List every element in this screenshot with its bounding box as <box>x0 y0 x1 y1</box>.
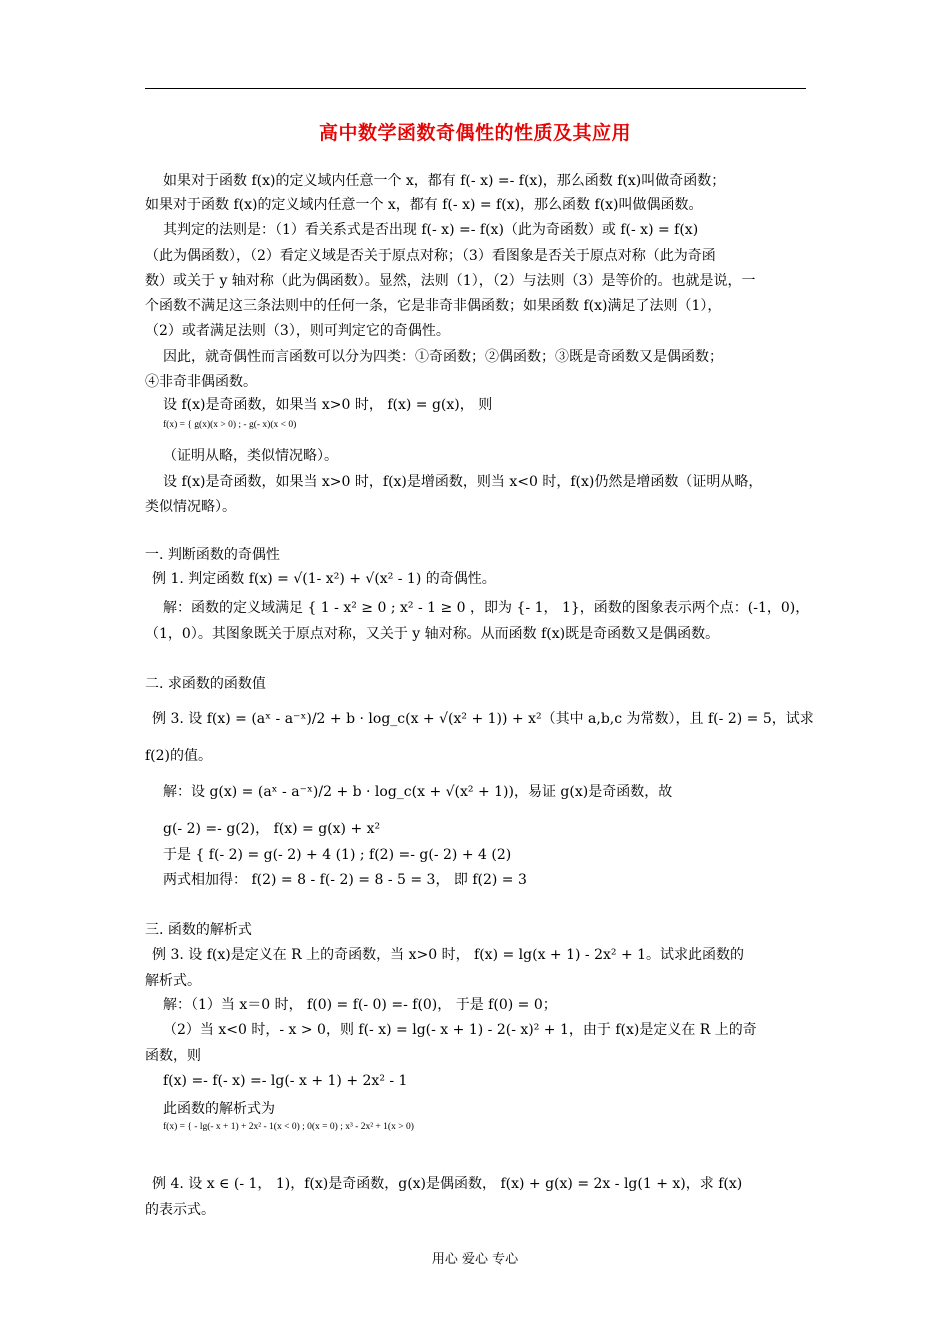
text-line: 此函数的解析式为 <box>163 1101 275 1117</box>
text-line: （1，0）。其图象既关于原点对称，又关于 y 轴对称。从而函数 f(x)既是奇函数又是偶函数。 <box>145 626 720 642</box>
text-line: 解析式。 <box>145 973 201 989</box>
header-rule <box>145 88 806 89</box>
text-line: 例 4. 设 x ∈ (- 1， 1)，f(x)是奇函数，g(x)是偶函数， f(x) + g(x) = 2x - lg(1 + x)，求 f(x) <box>152 1176 743 1192</box>
text-line: 类似情况略）。 <box>145 499 236 515</box>
section-heading: 三. 函数的解析式 <box>145 922 252 938</box>
text-line: 如果对于函数 f(x)的定义域内任意一个 x，都有 f(- x) = f(x)，那么函数 f(x)叫做偶函数。 <box>145 197 703 213</box>
text-line: 的表示式。 <box>145 1202 215 1218</box>
text-line: 数）或关于 y 轴对称（此为偶函数）。显然，法则（1），（2）与法则（3）是等价的。也就是说，一 <box>145 273 756 289</box>
text-line: 例 3. 设 f(x) = (aˣ - a⁻ˣ)/2 + b · log_c(x + √(x² + 1)) + x²（其中 a,b,c 为常数），且 f(- 2) = 5，试求 <box>152 711 814 727</box>
text-line: 两式相加得： f(2) = 8 - f(- 2) = 8 - 5 = 3， 即 f(2) = 3 <box>163 872 527 888</box>
text-line: （证明从略，类似情况略）。 <box>163 448 338 464</box>
text-line: 其判定的法则是：（1）看关系式是否出现 f(- x) =- f(x)（此为奇函数）或 f(- x) = f(x) <box>163 222 699 238</box>
text-line: 解：函数的定义域满足 { 1 - x² ≥ 0 ; x² - 1 ≥ 0 ，即为 {- 1， 1}，函数的图象表示两个点：(-1，0)， <box>163 600 810 616</box>
text-line: 解：设 g(x) = (aˣ - a⁻ˣ)/2 + b · log_c(x + √(x² + 1))，易证 g(x)是奇函数，故 <box>163 784 673 800</box>
text-line: （2）当 x<0 时，- x > 0，则 f(- x) = lg(- x + 1) - 2(- x)² + 1，由于 f(x)是定义在 R 上的奇 <box>163 1022 757 1038</box>
text-line: 解：（1）当 x＝0 时， f(0) = f(- 0) =- f(0)， 于是 f(0) = 0； <box>163 997 557 1013</box>
doc-title: 高中数学函数奇偶性的性质及其应用 <box>318 122 631 144</box>
text-line: （此为偶函数），（2）看定义域是否关于原点对称；（3）看图象是否关于原点对称（此为奇函 <box>145 248 716 264</box>
formula-line: f(x) =- f(- x) =- lg(- x + 1) + 2x² - 1 <box>163 1073 408 1089</box>
text-line: 因此，就奇偶性而言函数可以分为四类：①奇函数；②偶函数；③既是奇函数又是偶函数； <box>163 349 723 365</box>
text-line: 如果对于函数 f(x)的定义域内任意一个 x，都有 f(- x) =- f(x)，那么函数 f(x)叫做奇函数； <box>163 173 726 189</box>
text-line: 设 f(x)是奇函数，如果当 x>0 时，f(x)是增函数，则当 x<0 时，f(x)仍然是增函数（证明从略， <box>163 474 763 490</box>
text-line: （2）或者满足法则（3），则可判定它的奇偶性。 <box>145 323 450 339</box>
text-line: f(2)的值。 <box>145 748 213 764</box>
text-line: 例 1. 判定函数 f(x) = √(1- x²) + √(x² - 1) 的奇偶性。 <box>152 571 496 587</box>
section-heading: 一. 判断函数的奇偶性 <box>145 547 280 563</box>
text-line: 例 3. 设 f(x)是定义在 R 上的奇函数，当 x>0 时， f(x) = lg(x + 1) - 2x² + 1。试求此函数的 <box>152 947 745 963</box>
formula-line: f(x) = { - lg(- x + 1) + 2x² - 1(x < 0) ; 0(x = 0) ; x³ - 2x² + 1(x > 0) <box>163 1122 414 1132</box>
formula-line: 于是 { f(- 2) = g(- 2) + 4 (1) ; f(2) =- g(- 2) + 4 (2) <box>163 847 512 863</box>
formula-line: f(x) = { g(x)(x > 0) ; - g(- x)(x < 0) <box>163 420 297 430</box>
text-line: 设 f(x)是奇函数，如果当 x>0 时， f(x) = g(x)， 则 <box>163 397 493 413</box>
text-line: 函数，则 <box>145 1048 201 1064</box>
formula-line: g(- 2) =- g(2)， f(x) = g(x) + x² <box>163 821 381 837</box>
text-line: 个函数不满足这三条法则中的任何一条，它是非奇非偶函数；如果函数 f(x)满足了法则（1）， <box>145 298 722 314</box>
page-footer: 用心 爱心 专心 <box>431 1252 519 1267</box>
section-heading: 二. 求函数的函数值 <box>145 676 266 692</box>
text-line: ④非奇非偶函数。 <box>145 374 257 390</box>
